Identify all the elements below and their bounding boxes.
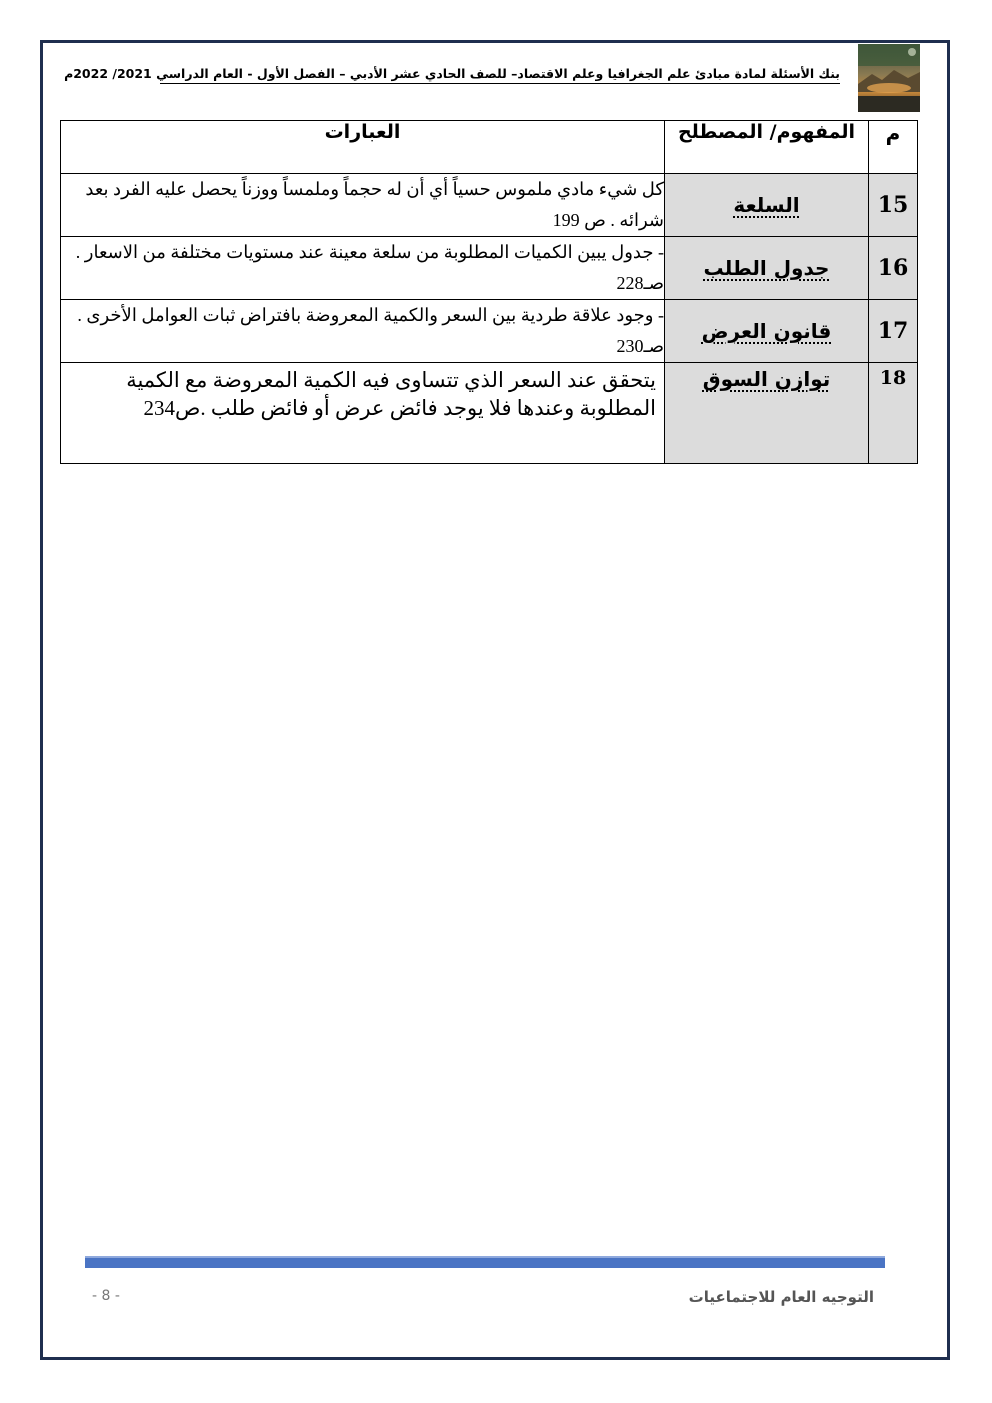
table-header-row <box>61 121 918 174</box>
table-row <box>61 363 918 464</box>
row-term <box>665 237 869 300</box>
header-title: بنك الأسئلة لمادة مبادئ علم الجغرافيا وعلم الاقتصاد– للصف الحادي عشر الأدبي – الفصل الأول - العام الدراسي 2021/ 2022م <box>160 66 840 84</box>
row-term <box>665 174 869 237</box>
term-label: جدول الطلب <box>703 256 830 280</box>
term-label: قانون العرض <box>701 319 832 343</box>
footer-label: التوجيه العام للاجتماعيات <box>688 1288 874 1306</box>
header-term: المفهوم/ المصطلح <box>665 121 869 174</box>
header-definition: العبارات <box>61 121 665 174</box>
term-label: السلعة <box>733 193 800 217</box>
row-definition: - وجود علاقة طردية بين السعر والكمية المعروضة بافتراض ثبات العوامل الأخرى . صـ230 <box>61 300 665 363</box>
row-number: 18 <box>869 363 918 464</box>
row-term <box>665 300 869 363</box>
row-term <box>665 363 869 464</box>
page-number: - 8 - <box>92 1288 120 1304</box>
table-row <box>61 300 918 363</box>
row-number: 15 <box>869 174 918 237</box>
row-definition: يتحقق عند السعر الذي تتساوى فيه الكمية المعروضة مع الكمية المطلوبة وعندها فلا يوجد فائض عرض أو فائض طلب .ص234 <box>61 363 665 464</box>
landscape-emblem-icon <box>858 44 920 112</box>
glossary-table <box>60 120 918 464</box>
row-number: 17 <box>869 300 918 363</box>
row-number: 16 <box>869 237 918 300</box>
table-row <box>61 174 918 237</box>
row-definition: - جدول يبين الكميات المطلوبة من سلعة معينة عند مستويات مختلفة من الاسعار . صـ228 <box>61 237 665 300</box>
header-number: م <box>869 121 918 174</box>
footer-divider <box>85 1258 885 1268</box>
page-header <box>64 44 920 114</box>
term-label: توازن السوق <box>702 367 831 391</box>
row-definition: كل شيء مادي ملموس حسياً أي أن له حجماً وملمساً ووزناً يحصل عليه الفرد بعد شرائه . ص 199 <box>61 174 665 237</box>
table-row <box>61 237 918 300</box>
